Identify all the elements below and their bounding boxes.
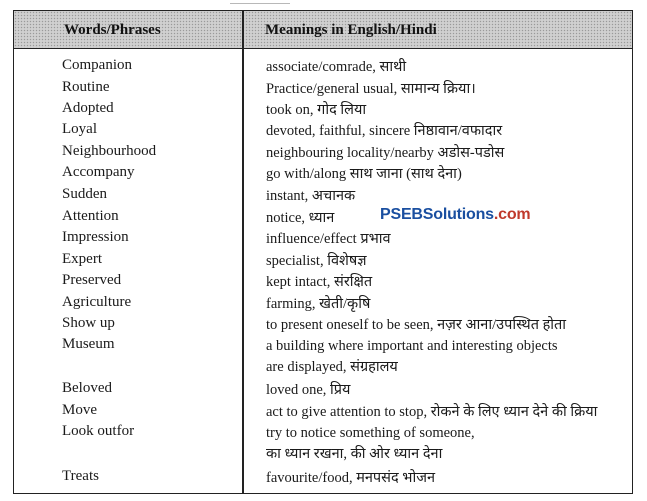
meaning-line: Practice/general usual, सामान्य क्रिया।	[266, 81, 476, 97]
watermark-part2: Solutions	[422, 206, 494, 223]
meaning-line: notice, ध्यान	[266, 210, 335, 226]
meaning-cell	[266, 208, 334, 229]
meaning-cell	[266, 336, 558, 378]
meaning-cell	[266, 79, 476, 100]
table-header	[14, 11, 632, 49]
meaning-line: to present oneself to be seen, नज़र आना/उपस्थित होता	[266, 317, 567, 333]
meaning-line: kept intact, संरक्षित	[266, 274, 373, 290]
meaning-cell	[266, 272, 372, 293]
meaning-line: a building where important and interesting objects	[266, 338, 558, 354]
word-cell: Museum	[62, 336, 115, 352]
meaning-line: act to give attention to stop, रोकने के लिए ध्यान देने की क्रिया	[266, 404, 598, 420]
meaning-cell	[266, 294, 370, 315]
header-words-phrases: Words/Phrases	[64, 22, 161, 38]
meaning-line: loved one, प्रिय	[266, 382, 351, 398]
word-cell: Expert	[62, 251, 102, 267]
word-cell: Show up	[62, 315, 115, 331]
header-meanings: Meanings in English/Hindi	[265, 22, 437, 38]
word-cell: Attention	[62, 208, 119, 224]
word-cell: Preserved	[62, 272, 122, 288]
meaning-line: neighbouring locality/nearby अडोस-पडोस	[266, 145, 505, 161]
meaning-cell	[266, 468, 435, 489]
meaning-cell	[266, 402, 597, 423]
meaning-cell	[266, 100, 366, 121]
word-cell: Agriculture	[62, 294, 132, 310]
meaning-line: go with/along साथ जाना (साथ देना)	[266, 166, 462, 182]
watermark	[380, 206, 530, 224]
meaning-line: influence/effect प्रभाव	[266, 231, 391, 247]
meaning-line: का ध्यान रखना, की ओर ध्यान देना	[266, 446, 443, 462]
word-cell: Impression	[62, 229, 129, 245]
watermark-part1: PSEB	[380, 206, 423, 223]
word-cell: Beloved	[62, 380, 112, 396]
vocabulary-table	[13, 10, 633, 494]
meaning-cell	[266, 251, 367, 272]
meaning-cell	[266, 380, 350, 401]
meaning-line: took on, गोद लिया	[266, 102, 367, 118]
word-cell: Move	[62, 402, 97, 418]
word-cell: Accompany	[62, 164, 135, 180]
meaning-cell	[266, 164, 462, 185]
meaning-line: associate/comrade, साथी	[266, 59, 407, 75]
top-rule	[230, 3, 290, 4]
word-cell: Neighbourhood	[62, 143, 157, 159]
word-cell: Look outfor	[62, 423, 135, 439]
meaning-cell	[266, 186, 355, 207]
word-cell: Adopted	[62, 100, 114, 116]
column-divider	[242, 11, 244, 493]
meaning-cell	[266, 229, 391, 250]
word-cell: Companion	[62, 57, 132, 73]
meaning-line: farming, खेती/कृषि	[266, 296, 371, 312]
watermark-part3: .com	[493, 206, 531, 223]
word-cell: Treats	[62, 468, 99, 484]
meaning-cell	[266, 423, 475, 465]
word-cell: Routine	[62, 79, 110, 95]
meaning-line: devoted, faithful, sincere निष्ठावान/वफादार	[266, 123, 503, 139]
meaning-line: specialist, विशेषज्ञ	[266, 253, 367, 269]
word-cell: Loyal	[62, 121, 97, 137]
meaning-line: are displayed, संग्रहालय	[266, 359, 398, 375]
meaning-cell	[266, 57, 406, 78]
meaning-cell	[266, 121, 502, 142]
meaning-line: favourite/food, मनपसंद भोजन	[266, 470, 436, 486]
meaning-cell	[266, 143, 504, 164]
meaning-line: try to notice something of someone,	[266, 425, 475, 441]
word-cell: Sudden	[62, 186, 107, 202]
meaning-line: instant, अचानक	[266, 188, 356, 204]
meaning-cell	[266, 315, 566, 336]
